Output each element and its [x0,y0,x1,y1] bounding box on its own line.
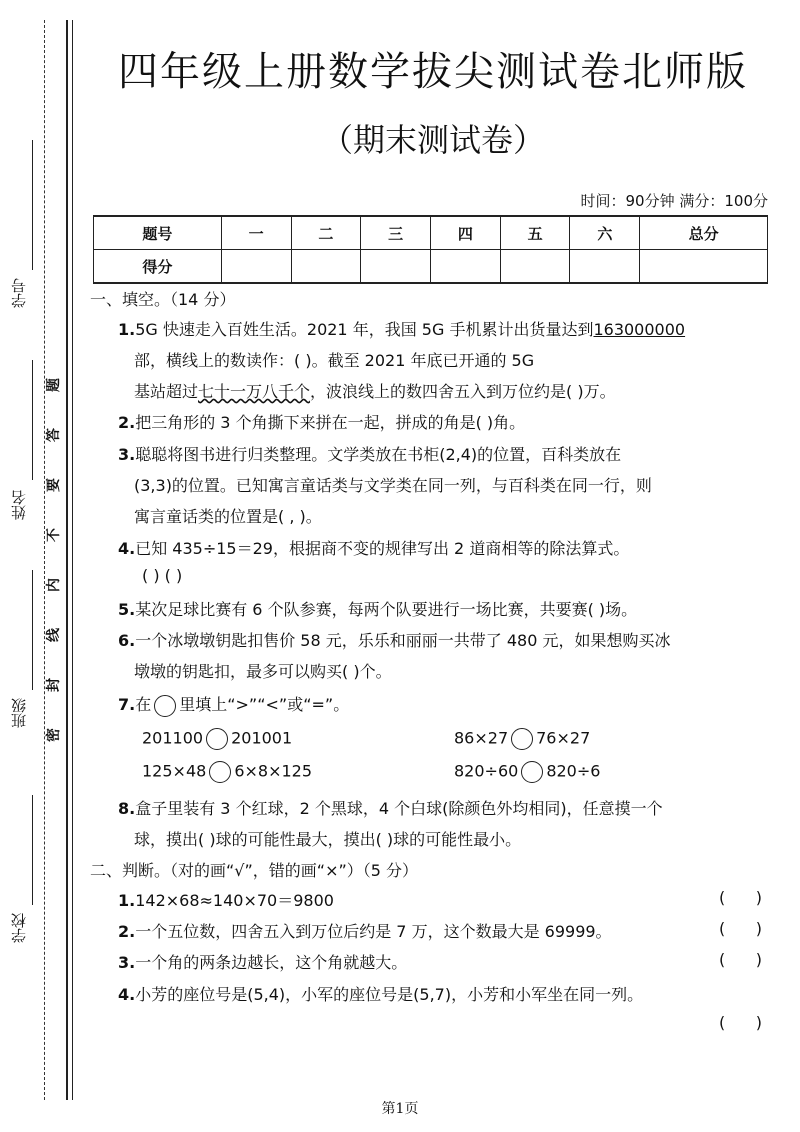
question-text: 小芳的座位号是(5,4)，小军的座位号是(5,7)，小芳和小军坐在同一列。 [135,985,644,1004]
question-1-line-2: 部，横线上的数读作：( )。截至 2021 年底已开通的 5G [134,351,535,370]
class-field[interactable] [8,570,36,750]
question-number: 4. [118,985,136,1004]
question-number: 1. [118,891,136,910]
judge-answer-blank[interactable]: ( ) [719,888,762,907]
seal-char: 内 [46,578,62,592]
binding-margin [0,0,80,1132]
question-number: 2. [118,413,136,432]
question-text: 142×68≈140×70＝9800 [135,891,334,910]
section-1-title: 一、填空。（14 分） [90,290,236,309]
question-text: 聪聪将图书进行归类整理。文学类放在书柜(2,4)的位置，百科类放在 [135,445,622,464]
question-text: 一个冰墩墩钥匙扣售价 58 元，乐乐和丽丽一共带了 480 元，如果想购买冰 [135,631,671,650]
question-8-line-2: 球，摸出( )球的可能性最大，摸出( )球的可能性最小。 [134,830,522,849]
student-number-label: 学号 [10,278,28,308]
wavy-underlined-number: 七十一万八千个 [198,382,311,401]
time-info: 时间：90分钟 满分：100分 [580,192,768,210]
score-table-cell: 题号 [94,216,222,250]
seal-char: 密 [46,728,62,742]
question-8-line-1 [118,796,663,819]
question-6-line-1 [118,628,670,651]
question-2 [118,410,525,433]
question-number: 6. [118,631,136,650]
school-field[interactable] [8,795,36,975]
question-text: 里填上“>”“<”或“=”。 [179,695,350,714]
score-table-cell: 得分 [94,250,222,284]
score-table-cell: 四 [430,216,500,250]
compare-left: 125×48 [142,761,207,781]
seal-char: 线 [46,628,62,642]
section-2-title: 二、判断。（对的画“√”，错的画“×”）（5 分） [90,861,419,880]
compare-right: 201001 [231,728,293,748]
question-3-line-2: (3,3)的位置。已知寓言童话类与文学类在同一列，与百科类在同一行，则 [134,476,652,495]
judge-answer-blank[interactable]: ( ) [719,950,762,969]
question-7-intro [118,692,349,717]
question-number: 4. [118,539,136,558]
question-number: 7. [118,695,136,714]
margin-border-line-inner [72,20,73,1100]
student-name-field[interactable] [8,360,36,540]
judge-item-2 [118,919,612,942]
question-1-line-1 [118,317,685,340]
question-number: 1. [118,320,136,339]
judge-item-1 [118,888,334,911]
exam-title: 四年级上册数学拔尖测试卷北师版 [118,49,748,95]
compare-left: 86×27 [454,728,509,748]
question-text: 盒子里装有 3 个红球，2 个黑球，4 个白球(除颜色外均相同)，任意摸一个 [135,799,663,818]
compare-item [454,728,590,750]
question-text: 一个角的两条边越长，这个角就越大。 [135,953,408,972]
question-3-line-1 [118,442,621,465]
question-4-line-1 [118,536,629,559]
judge-item-4 [118,982,643,1005]
score-table [93,215,768,284]
school-line [32,795,33,905]
compare-circle-blank[interactable] [206,728,228,750]
student-number-field[interactable] [8,140,36,320]
question-3-line-3: 寓言童话类的位置是( , )。 [134,507,322,526]
score-table-cell: 一 [221,216,291,250]
question-5 [118,597,637,620]
compare-circle-blank[interactable] [209,761,231,783]
school-label: 学校 [10,913,28,943]
score-entry-cell[interactable] [570,250,640,284]
score-entry-cell[interactable] [291,250,361,284]
score-table-cell: 六 [570,216,640,250]
compare-circle-blank[interactable] [511,728,533,750]
seal-char: 不 [46,528,62,542]
student-name-line [32,360,33,480]
question-number: 3. [118,953,136,972]
compare-left: 820÷60 [454,761,519,781]
question-4-answer-blanks[interactable]: ( ) ( ) [142,566,183,585]
score-table-cell: 五 [500,216,570,250]
compare-item [142,761,312,783]
question-text: 已知 435÷15＝29，根据商不变的规律写出 2 道商相等的除法算式。 [135,539,630,558]
question-number: 2. [118,922,136,941]
question-text: 把三角形的 3 个角撕下来拼在一起，拼成的角是( )角。 [135,413,526,432]
compare-item [142,728,292,750]
question-text: 基站超过 [134,382,199,401]
score-entry-cell[interactable] [430,250,500,284]
judge-answer-blank[interactable]: ( ) [719,1013,762,1032]
score-entry-cell[interactable] [221,250,291,284]
compare-left: 201100 [142,728,204,748]
score-entry-cell[interactable] [640,250,768,284]
seal-char: 要 [46,478,62,492]
compare-circle-blank[interactable] [521,761,543,783]
question-1-line-3 [134,379,616,402]
question-6-line-2: 墩墩的钥匙扣，最多可以购买( )个。 [134,662,392,681]
judge-item-3 [118,950,407,973]
question-text: 某次足球比赛有 6 个队参赛，每两个队要进行一场比赛，共要赛( )场。 [135,600,638,619]
score-entry-cell[interactable] [500,250,570,284]
judge-answer-blank[interactable]: ( ) [719,919,762,938]
margin-border-line [66,20,68,1100]
exam-subtitle: （期末测试卷） [320,121,545,159]
question-text: 一个五位数，四舍五入到万位后约是 7 万，这个数最大是 69999。 [135,922,612,941]
score-table-header-row [94,216,768,250]
question-text: 5G 快速走入百姓生活。2021 年，我国 5G 手机累计出货量达到 [135,320,594,339]
class-line [32,570,33,690]
score-entry-cell[interactable] [361,250,431,284]
circle-icon [154,695,176,717]
compare-right: 76×27 [536,728,591,748]
question-text: ，波浪线上的数四舍五入到万位约是( )万。 [310,382,616,401]
question-number: 3. [118,445,136,464]
underlined-number: 163000000 [593,320,686,339]
score-table-cell: 二 [291,216,361,250]
question-number: 5. [118,600,136,619]
class-label: 班级 [10,698,28,728]
page-number: 第1页 [381,1101,419,1117]
seal-char: 封 [46,678,62,692]
score-table-cell: 总分 [640,216,768,250]
student-name-label: 姓名 [10,490,28,520]
seal-dashed-line [44,20,45,1100]
seal-char: 题 [46,378,62,392]
question-text: 在 [135,695,152,714]
compare-item [454,761,600,783]
seal-char: 答 [46,428,62,442]
score-table-score-row [94,250,768,284]
score-table-cell: 三 [361,216,431,250]
question-number: 8. [118,799,136,818]
student-number-line [32,140,33,270]
compare-right: 820÷6 [546,761,601,781]
compare-right: 6×8×125 [234,761,313,781]
